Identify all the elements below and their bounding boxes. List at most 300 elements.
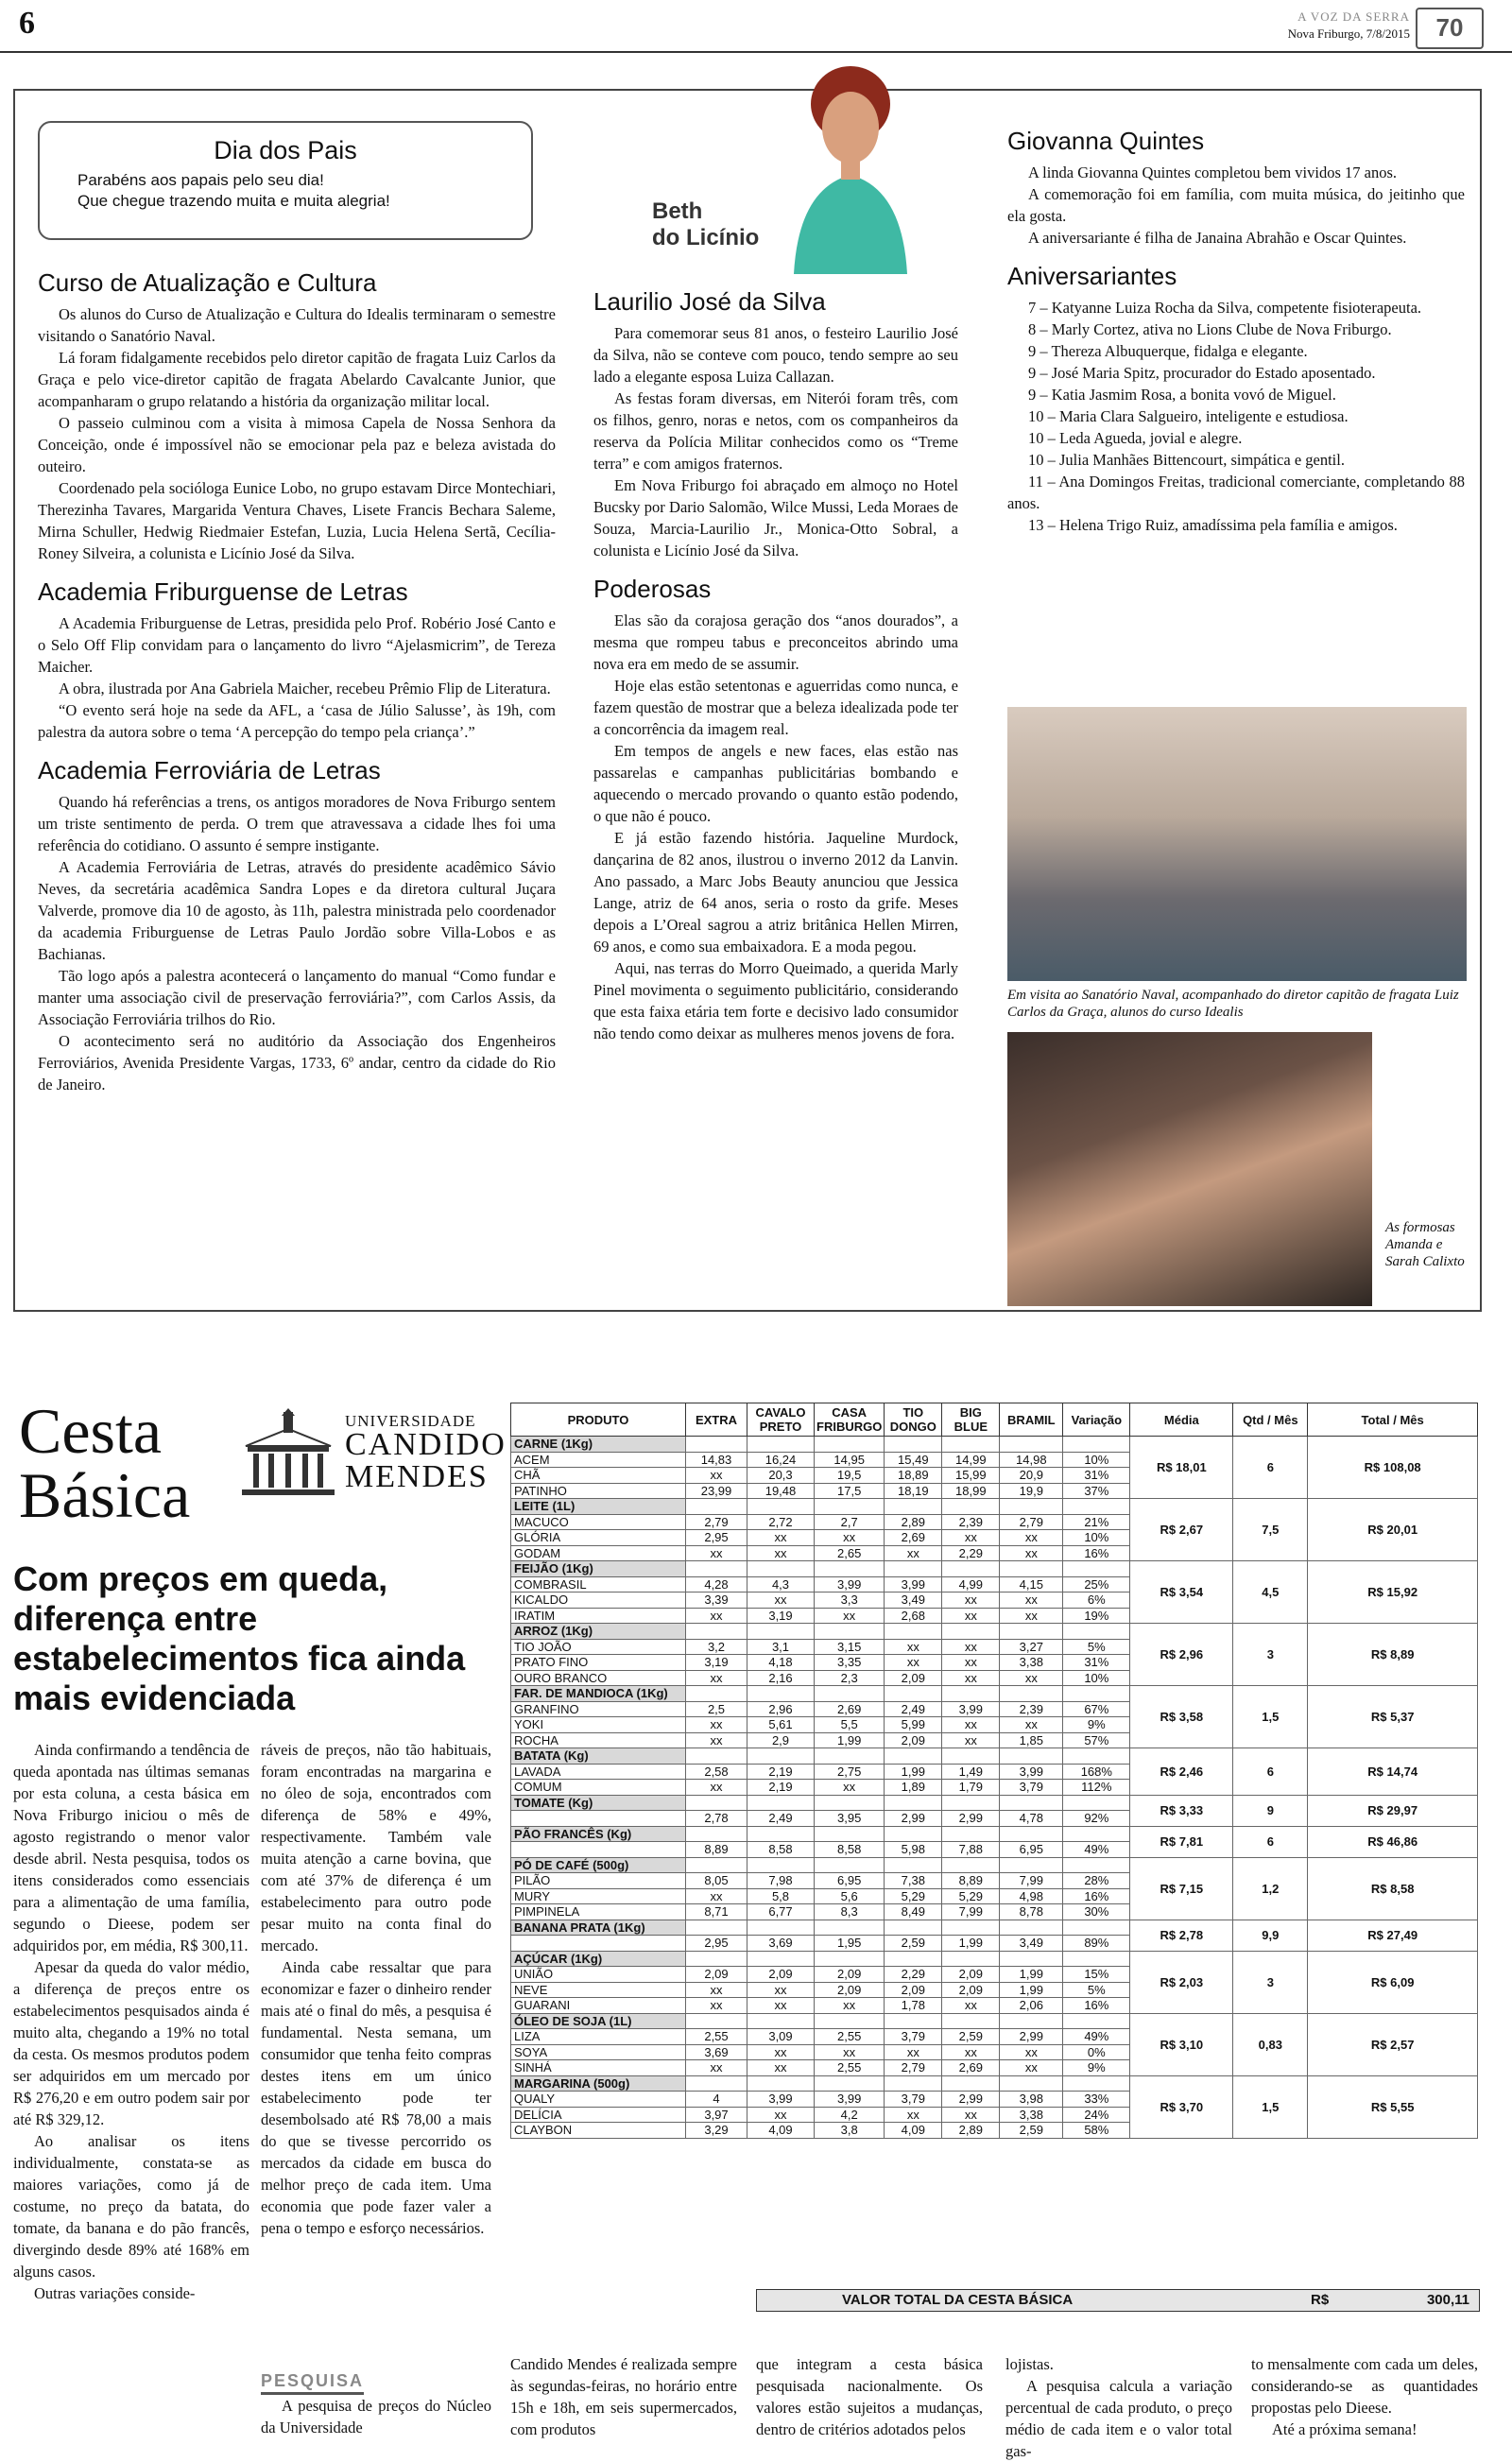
cesta-column-1 [13,1739,249,2304]
price-cell: xx [686,1608,747,1624]
price-cell: 3,27 [1000,1639,1063,1655]
paragraph: Coordenado pela socióloga Eunice Lobo, no grupo estavam Dirce Montechiari, Therezinha Tavares, Margarida Ventura Chaves, Lisete Francis Bechara Saleme, Mirna Schuller, Hedwig Riedmaier Estefan, Luzia, Lucia Helena Sertã, Cecília-Roney Silveira, a colunista e Licínio José da Silva. [38,479,556,562]
paragraph: Elas são da corajosa geração dos “anos dourados”, a mesma que rompeu tabus e preconceitos abrindo uma nova era em medo de se assumir. [593,611,958,673]
price-cell: 3,3 [815,1593,885,1609]
price-cell: 33% [1063,2092,1130,2108]
price-cell: xx [942,2044,1000,2060]
table-cell [747,1437,815,1453]
price-cell: 20,9 [1000,1468,1063,1484]
table-cell [686,2075,747,2092]
product-name: YOKI [511,1717,686,1733]
column-signature [652,198,759,251]
table-cell [1063,1951,1130,1967]
table-cell [747,1920,815,1936]
price-cell: 2,09 [942,1982,1000,1998]
product-name: LAVADA [511,1764,686,1780]
price-cell: 4,15 [1000,1576,1063,1593]
table-cell [1063,1826,1130,1842]
table-cell [885,1748,942,1765]
masthead [1266,6,1484,47]
pesquisa-box [261,2370,491,2438]
price-cell: xx [686,1670,747,1686]
paragraph: Ainda confirmando a tendência de queda apontada nas últimas semanas por esta coluna, a cesta básica em Nova Friburgo iniciou o mês de agosto registrando o menor valor desde abril. Nesta pesquisa, todos os itens considerados como essenciais para a alimentação de uma família, segundo o Dieese, podem ser adquiridos por, em média, R$ 300,11. [13,1741,249,1954]
price-cell: 168% [1063,1764,1130,1780]
price-cell: 3,35 [815,1655,885,1671]
price-cell: xx [942,1655,1000,1671]
category-name: TOMATE (Kg) [511,1795,686,1811]
price-cell: 5,99 [885,1717,942,1733]
summary-media: R$ 18,01 [1130,1437,1233,1499]
price-cell: 10% [1063,1670,1130,1686]
category-row [511,1561,1478,1577]
price-cell: 25% [1063,1576,1130,1593]
price-cell: 58% [1063,2123,1130,2139]
product-name: MURY [511,1888,686,1904]
table-cell [747,2013,815,2029]
paragraph: A comemoração foi em família, com muita música, do jeitinho que ela gosta. [1007,185,1465,225]
summary-media: R$ 2,03 [1130,1951,1233,2013]
price-cell: xx [747,1593,815,1609]
price-cell: 3,97 [686,2107,747,2123]
price-cell: 4,78 [1000,1811,1063,1827]
table-cell [747,1857,815,1873]
table-cell [942,2075,1000,2092]
price-cell: 3,99 [885,1576,942,1593]
price-cell: 2,99 [942,2092,1000,2108]
price-cell: xx [747,1530,815,1546]
table-cell [885,1437,942,1453]
product-name: COMUM [511,1780,686,1796]
summary-qtd: 1,5 [1233,1686,1308,1748]
price-cell: 5,8 [747,1888,815,1904]
price-cell: xx [815,2044,885,2060]
cesta-title-line-2: Básica [19,1459,191,1531]
price-cell: 2,09 [885,1670,942,1686]
price-cell: 2,19 [747,1780,815,1796]
table-cell [815,1561,885,1577]
university-name-2: MENDES [345,1459,489,1494]
price-cell: 6,95 [1000,1842,1063,1858]
price-cell: xx [686,1998,747,2014]
product-name: PIMPINELA [511,1904,686,1920]
price-cell: xx [747,1982,815,1998]
price-cell: 2,79 [885,2060,942,2076]
total-label: VALOR TOTAL DA CESTA BÁSICA [842,2292,1074,2308]
price-cell: 3,38 [1000,1655,1063,1671]
price-cell: 67% [1063,1701,1130,1717]
paragraph: A aniversariante é filha de Janaina Abrahão e Oscar Quintes. [1028,229,1407,247]
price-cell: 3,99 [1000,1764,1063,1780]
summary-total: R$ 8,58 [1308,1857,1478,1920]
paragraph: Em Nova Friburgo foi abraçado em almoço no Hotel Bucsky por Dario Salomão, Wilce Mussi, Leda Moraes de Souza, Marcia-Laurilio Jr., Monica-Otto Sobral, a colunista e Licínio José da Silva. [593,476,958,560]
price-cell: 19,48 [747,1483,815,1499]
price-cell: xx [815,1780,885,1796]
bubble-line-1: Parabéns aos papais pelo seu dia! [77,171,324,189]
price-cell: 4,28 [686,1576,747,1593]
price-cell: 37% [1063,1483,1130,1499]
section-title: Aniversariantes [1007,262,1177,290]
table-cell [1000,1795,1063,1811]
column-header: BIG BLUE [942,1403,1000,1437]
paragraph: Quando há referências a trens, os antigos moradores de Nova Friburgo sentem um triste sentimento de perda. O trem que atravessava a cidade lhes foi uma referência do cotidiano. O assunto é sempre instigante. [38,793,556,854]
paragraph: O acontecimento será no auditório da Associação dos Engenheiros Ferroviários, Avenida Presidente Vargas, 1733, 6º andar, centro da cidade do Rio de Janeiro. [38,1032,556,1093]
price-cell: 1,99 [942,1936,1000,1952]
section-title: Giovanna Quintes [1007,127,1205,155]
price-cell: xx [885,2044,942,2060]
price-cell: 3,29 [686,2123,747,2139]
price-cell: xx [686,2060,747,2076]
price-cell: xx [686,1545,747,1561]
table-cell [1000,1826,1063,1842]
table-cell [1000,1561,1063,1577]
price-cell: 2,89 [942,2123,1000,2139]
product-name: LIZA [511,2029,686,2045]
price-cell: xx [686,1780,747,1796]
price-cell: 15,49 [885,1452,942,1468]
category-row [511,1499,1478,1515]
summary-media: R$ 2,96 [1130,1624,1233,1686]
price-cell: 7,38 [885,1873,942,1889]
price-cell: 9% [1063,2060,1130,2076]
paragraph: que integram a cesta básica pesquisada nacionalmente. Os valores estão sujeitos a mudanças, dentro de critérios adotados pelos [756,2355,983,2438]
paragraph: A Academia Friburguense de Letras, presidida pelo Prof. Robério José Canto e o Selo Off Flip convidam para o lançamento do livro “Ajelasmicrim”, de Tereza Maicher. [38,614,556,676]
category-row [511,1437,1478,1453]
price-cell: 3,1 [747,1639,815,1655]
price-cell: 3,19 [686,1655,747,1671]
product-name [511,1811,686,1827]
price-cell: 2,89 [885,1514,942,1530]
price-cell: xx [885,1639,942,1655]
table-cell [686,1748,747,1765]
table-cell [1063,1795,1130,1811]
table-cell [686,1499,747,1515]
bottom-column-3 [1005,2353,1232,2462]
category-name: LEITE (1L) [511,1499,686,1515]
price-cell: 3,99 [747,2092,815,2108]
price-cell: 14,83 [686,1452,747,1468]
price-cell: 6,95 [815,1873,885,1889]
price-cell: 2,68 [885,1608,942,1624]
price-cell: 4,18 [747,1655,815,1671]
table-cell [942,1686,1000,1702]
price-cell: 1,49 [942,1764,1000,1780]
price-cell: 2,16 [747,1670,815,1686]
category-row [511,1857,1478,1873]
paragraph: As festas foram diversas, em Niterói foram três, com os filhos, genro, noras e netos, com os companheiros da reserva da Polícia Militar conhecidos como os “Treme terra” e com amigos fraternos. [593,389,958,473]
headline: Com preços em queda, diferença entre estabelecimentos fica ainda mais evidenciada [13,1559,466,1717]
price-cell: 8,3 [815,1904,885,1920]
bottom-column-2 [756,2353,983,2440]
price-cell: xx [885,1655,942,1671]
summary-media: R$ 7,15 [1130,1857,1233,1920]
summary-qtd: 4,5 [1233,1561,1308,1624]
price-cell: 2,09 [885,1732,942,1748]
price-cell: 3,99 [815,2092,885,2108]
price-cell: 5,61 [747,1717,815,1733]
product-name: PILÃO [511,1873,686,1889]
product-name: GUARANI [511,1998,686,2014]
price-cell: 2,39 [942,1514,1000,1530]
column-header: BRAMIL [1000,1403,1063,1437]
column-header: PRODUTO [511,1403,686,1437]
paragraph: Tão logo após a palestra acontecerá o lançamento do manual “Como fundar e manter uma associação civil de preservação ferroviária?”, com Carlos Assis, da Associação Ferroviária trilhos do Rio. [38,967,556,1028]
price-cell: 2,06 [1000,1998,1063,2014]
price-cell: 3,49 [1000,1936,1063,1952]
summary-total: R$ 108,08 [1308,1437,1478,1499]
summary-media: R$ 3,33 [1130,1795,1233,1826]
paragraph: Para comemorar seus 81 anos, o festeiro Laurilio José da Silva, não se conteve com pouco, tendo sempre ao seu lado a elegante esposa Luiza Callazan. [593,324,958,386]
price-cell: 2,99 [1000,2029,1063,2045]
product-name: QUALY [511,2092,686,2108]
table-cell [885,2013,942,2029]
summary-qtd: 3 [1233,1624,1308,1686]
table-cell [815,1857,885,1873]
cesta-title [19,1395,191,1531]
birthday-item: 10 – Maria Clara Salgueiro, inteligente e estudiosa. [1028,407,1349,425]
price-cell: 3,99 [815,1576,885,1593]
bottom-column-1 [510,2353,737,2440]
paragraph: Candido Mendes é realizada sempre às segundas-feiras, no horário entre 15h e 18h, em seis supermercados, com produtos [510,2355,737,2438]
paragraph: ráveis de preços, não tão habituais, foram encontradas na margarina e no óleo de soja, encontrados com diferença de 58% e 49%, respectivamente. Também vale muita atenção a carne bovina, que com até 37% de diferença é um estabelecimento para outro pode pesar muito na conta final do mercado. [261,1741,491,1954]
summary-qtd: 1,5 [1233,2075,1308,2138]
price-cell: 57% [1063,1732,1130,1748]
birthday-item: 9 – José Maria Spitz, procurador do Estado aposentado. [1028,364,1376,382]
summary-qtd: 0,83 [1233,2013,1308,2075]
price-cell: xx [686,1982,747,1998]
total-row [756,2289,1480,2312]
category-row [511,1686,1478,1702]
table-cell [1000,1857,1063,1873]
product-name: PATINHO [511,1483,686,1499]
table-cell [686,1686,747,1702]
table-cell [747,1951,815,1967]
table-cell [747,1624,815,1640]
category-name: MARGARINA (500g) [511,2075,686,2092]
price-cell: xx [942,1732,1000,1748]
price-cell: 31% [1063,1468,1130,1484]
category-name: PÓ DE CAFÉ (500g) [511,1857,686,1873]
issue-date: Nova Friburgo, 7/8/2015 [1287,26,1410,41]
price-cell: 8,89 [686,1842,747,1858]
photo-caption: Em visita ao Sanatório Naval, acompanhado do diretor capitão de fragata Luiz Carlos da Graça, alunos do curso Idealis [1007,988,1459,1020]
price-cell: 1,95 [815,1936,885,1952]
category-name: PÃO FRANCÊS (Kg) [511,1826,686,1842]
paragraph: A pesquisa calcula a variação percentual de cada produto, o preço médio de cada item e o valor total gas- [1005,2377,1232,2460]
table-cell [885,1499,942,1515]
price-cell: 4,98 [1000,1888,1063,1904]
table-cell [885,1561,942,1577]
price-cell: 30% [1063,1904,1130,1920]
product-name: GLÓRIA [511,1530,686,1546]
price-cell: 21% [1063,1514,1130,1530]
product-name: CHÃ [511,1468,686,1484]
price-cell: 1,99 [815,1732,885,1748]
price-cell: xx [942,1608,1000,1624]
price-cell: 2,99 [942,1811,1000,1827]
university-word: UNIVERSIDADE [345,1412,476,1430]
price-cell: xx [885,1545,942,1561]
paragraph: E já estão fazendo história. Jaqueline Murdock, dançarina de 82 anos, ilustrou o inverno 2012 da Lanvin. Ano passado, a Marc Jobs Beauty anunciou que Jessica Lange, atriz de 64 anos, seria o rosto da grife. Meses depois a L’Oreal sagrou a atriz britânica Hellen Mirren, 69 anos, e como sua embaixadora. E a moda pegou. [593,829,958,956]
price-cell: xx [1000,1670,1063,1686]
price-cell: 19,9 [1000,1483,1063,1499]
price-cell: 8,58 [815,1842,885,1858]
price-cell: 2,7 [815,1514,885,1530]
table-cell [1000,1624,1063,1640]
price-cell: 19,5 [815,1468,885,1484]
price-cell: 31% [1063,1655,1130,1671]
price-cell: xx [747,1998,815,2014]
summary-total: R$ 29,97 [1308,1795,1478,1826]
price-cell: xx [1000,1608,1063,1624]
table-cell [686,1951,747,1967]
table-cell [815,1748,885,1765]
anniversary-logo: 70 [1416,8,1484,49]
column-header: Variação [1063,1403,1130,1437]
bubble-line-2: Que chegue trazendo muita e muita alegria! [77,192,390,210]
price-cell: 2,72 [747,1514,815,1530]
price-cell: 8,58 [747,1842,815,1858]
table-cell [1063,1499,1130,1515]
category-name: FAR. DE MANDIOCA (1Kg) [511,1686,686,1702]
price-cell: 16% [1063,1888,1130,1904]
table-cell [942,1499,1000,1515]
column-header: TIO DONGO [885,1403,942,1437]
category-name: ARROZ (1Kg) [511,1624,686,1640]
price-cell: 6,77 [747,1904,815,1920]
category-row [511,1826,1478,1842]
price-cell: 2,58 [686,1764,747,1780]
price-cell: 5,29 [942,1888,1000,1904]
paragraph: Em tempos de angels e new faces, elas estão nas passarelas e campanhas publicitárias bombando e aquecendo o mercado provando o quanto estão podendo, o que não é pouco. [593,742,958,825]
price-cell: 18,89 [885,1468,942,1484]
building-icon [236,1408,340,1503]
product-name [511,1936,686,1952]
price-cell: xx [885,2107,942,2123]
table-cell [686,1857,747,1873]
table-cell [747,1686,815,1702]
table-cell [747,1826,815,1842]
price-cell: 16% [1063,1545,1130,1561]
product-name: TIO JOÃO [511,1639,686,1655]
price-cell: 10% [1063,1530,1130,1546]
category-name: BANANA PRATA (1Kg) [511,1920,686,1936]
table-cell [815,1951,885,1967]
price-cell: 9% [1063,1717,1130,1733]
table-cell [885,2075,942,2092]
table-cell [942,1437,1000,1453]
price-cell: 8,71 [686,1904,747,1920]
category-row [511,1920,1478,1936]
price-cell: xx [1000,1717,1063,1733]
table-cell [885,1686,942,1702]
price-cell: 2,9 [747,1732,815,1748]
table-cell [815,1920,885,1936]
speech-bubble [38,121,533,240]
table-cell [942,1826,1000,1842]
table-cell [942,1748,1000,1765]
price-cell: 10% [1063,1452,1130,1468]
section-title: Academia Ferroviária de Letras [38,756,381,784]
category-name: BATATA (Kg) [511,1748,686,1765]
university-logo [236,1408,507,1503]
product-name: COMBRASIL [511,1576,686,1593]
price-cell: xx [942,1717,1000,1733]
summary-qtd: 9 [1233,1795,1308,1826]
product-name: CLAYBON [511,2123,686,2139]
summary-media: R$ 2,46 [1130,1748,1233,1796]
summary-total: R$ 2,57 [1308,2013,1478,2075]
table-header-row [511,1403,1478,1437]
price-cell: 2,59 [1000,2123,1063,2139]
product-name: SOYA [511,2044,686,2060]
paragraph: “O evento será hoje na sede da AFL, a ‘casa de Júlio Salusse’, às 19h, com palestra da autora sobre o tema ‘A percepção do tempo pela criança’.” [38,701,556,741]
bottom-column-4 [1251,2353,1478,2440]
table-cell [1063,1686,1130,1702]
paragraph: Até a próxima semana! [1272,2420,1418,2438]
price-cell: 7,99 [1000,1873,1063,1889]
price-cell: 14,99 [942,1452,1000,1468]
column-left [38,255,556,1095]
summary-media: R$ 2,67 [1130,1499,1233,1561]
table-cell [942,1624,1000,1640]
product-name: GRANFINO [511,1701,686,1717]
price-cell: 19% [1063,1608,1130,1624]
section-title: Laurilio José da Silva [593,287,826,316]
product-name: PRATO FINO [511,1655,686,1671]
table-cell [942,1857,1000,1873]
price-cell: 3,79 [885,2092,942,2108]
summary-qtd: 3 [1233,1951,1308,2013]
summary-total: R$ 8,89 [1308,1624,1478,1686]
price-cell: xx [686,1888,747,1904]
table-cell [885,1826,942,1842]
table-cell [747,1795,815,1811]
table-cell [815,1499,885,1515]
summary-media: R$ 3,58 [1130,1686,1233,1748]
birthday-item: 13 – Helena Trigo Ruiz, amadíssima pela família e amigos. [1028,516,1398,534]
paragraph: Apesar da queda do valor médio, a diferença de preços entre os estabelecimentos pesquisados ainda é muito alta, chegando a 19% no total da cesta. Os mesmos produtos podem ser adquiridos em um mercado por R$ 276,20 e em outro podem sair por até R$ 329,12. [13,1958,249,2128]
price-cell: xx [815,1608,885,1624]
table-cell [686,1795,747,1811]
column-header: CASA FRIBURGO [815,1403,885,1437]
product-name: KICALDO [511,1593,686,1609]
price-cell: 1,89 [885,1780,942,1796]
table-cell [815,1437,885,1453]
product-name: NEVE [511,1982,686,1998]
columnist-photo [756,57,945,274]
price-cell: 5,29 [885,1888,942,1904]
summary-total: R$ 15,92 [1308,1561,1478,1624]
table-cell [686,2013,747,2029]
table-cell [942,1951,1000,1967]
price-cell: 3,39 [686,1593,747,1609]
price-cell: 20,3 [747,1468,815,1484]
price-cell: 2,99 [885,1811,942,1827]
price-cell: 15,99 [942,1468,1000,1484]
price-cell: 3,15 [815,1639,885,1655]
signature-line-2: do Licínio [652,225,760,250]
price-cell: xx [686,1732,747,1748]
price-cell: 3,99 [942,1701,1000,1717]
price-cell: 24% [1063,2107,1130,2123]
price-cell: xx [942,1639,1000,1655]
paragraph: Outras variações conside- [34,2284,196,2302]
summary-total: R$ 46,86 [1308,1826,1478,1857]
summary-total: R$ 5,55 [1308,2075,1478,2138]
price-cell: 1,99 [1000,1967,1063,1983]
summary-total: R$ 5,37 [1308,1686,1478,1748]
birthday-item: 9 – Katia Jasmim Rosa, a bonita vovó de Miguel. [1028,386,1336,404]
